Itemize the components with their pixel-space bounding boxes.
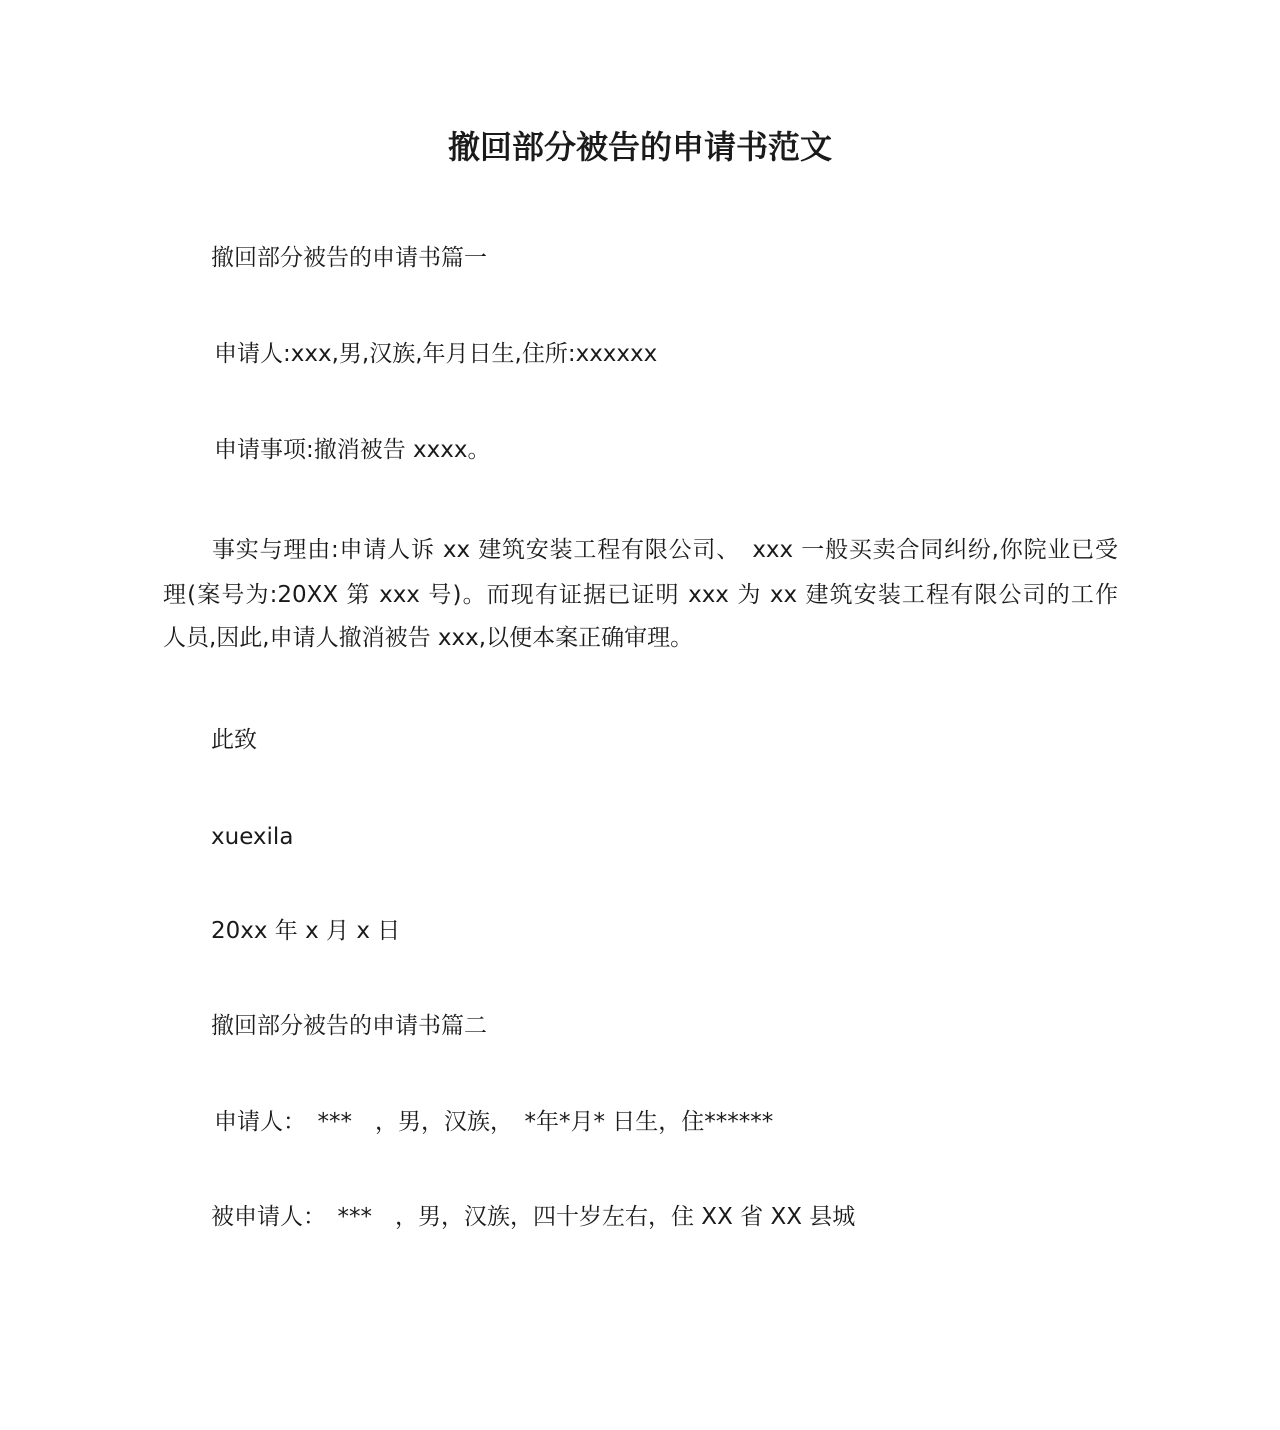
facts-paragraph: [163, 527, 1118, 662]
document-title: 撤回部分被告的申请书范文: [447, 128, 832, 166]
facts-line-3: 人员,因此,申请人撤消被告 xxx,以便本案正确审理。: [163, 625, 694, 651]
facts-line-1: 事实与理由:申请人诉 xx 建筑安装工程有限公司、 xxx 一般买卖合同纠纷,你院业已受: [212, 537, 1118, 563]
applicant-line-1: 申请人:xxx,男,汉族,年月日生,住所:xxxxxx: [214, 341, 658, 367]
request-item-line: 申请事项:撤消被告 xxxx。: [214, 437, 491, 463]
respondent-line: 被申请人： *** ，男，汉族，四十岁左右，住 XX 省 XX 县城: [211, 1204, 856, 1230]
salutation-line: 此致: [211, 727, 257, 753]
recipient-line: xuexila: [211, 824, 294, 850]
section-heading-2: 撤回部分被告的申请书篇二: [211, 1013, 487, 1039]
section-heading-1: 撤回部分被告的申请书篇一: [211, 245, 487, 271]
facts-line-2: 理(案号为:20XX 第 xxx 号)。而现有证据已证明 xxx 为 xx 建筑安装工程有限公司的工作: [163, 582, 1118, 608]
date-line: 20xx 年 x 月 x 日: [211, 918, 401, 944]
applicant-line-2: 申请人： *** ，男，汉族， *年*月* 日生，住******: [214, 1109, 774, 1135]
